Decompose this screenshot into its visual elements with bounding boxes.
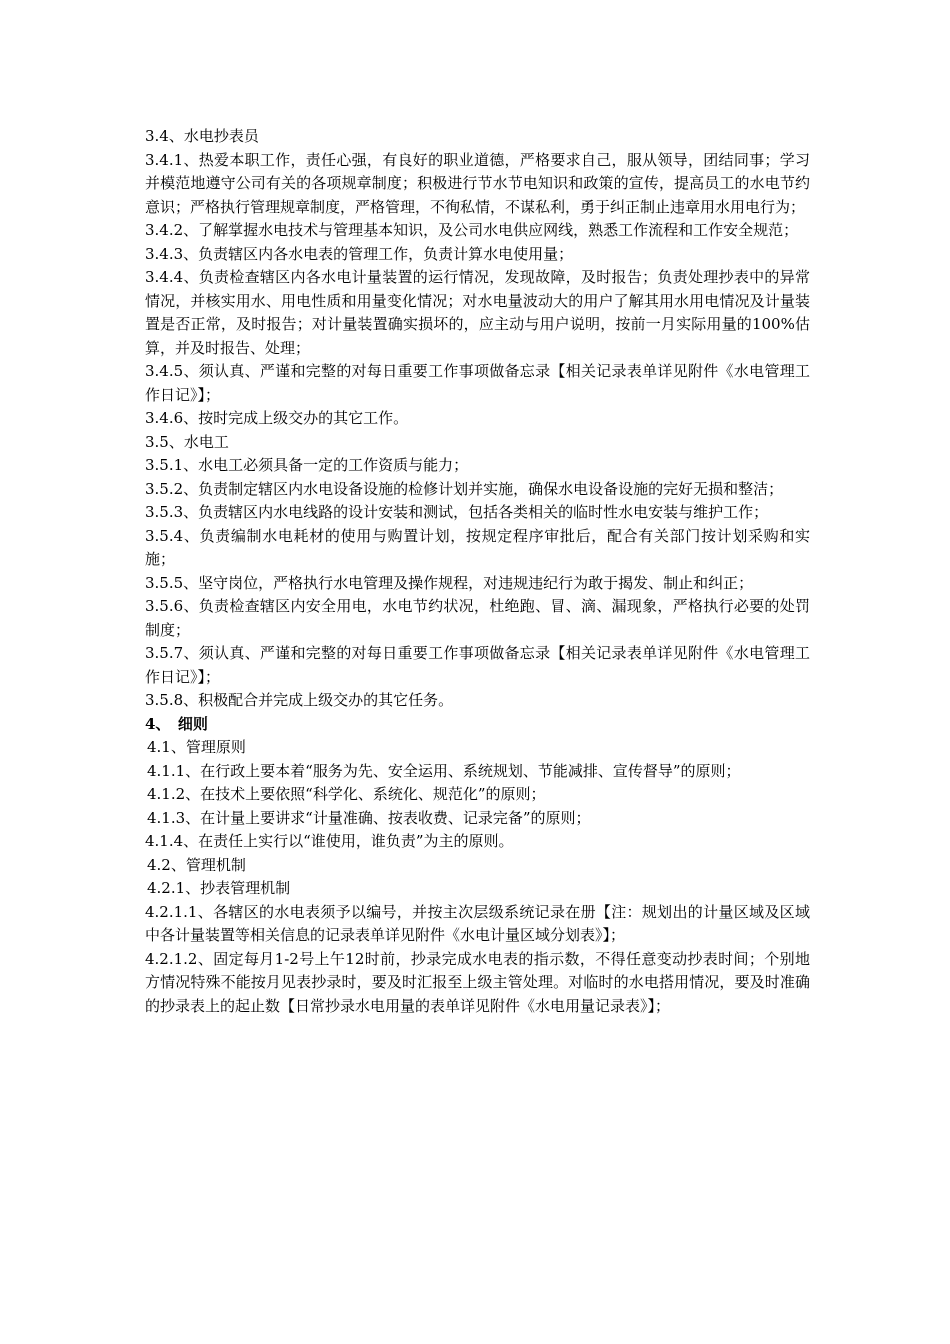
paragraph: 3.5.7、须认真、严谨和完整的对每日重要工作事项做备忘录【相关记录表单详见附件《水电管理工作日记》】； <box>145 644 810 686</box>
paragraph: 4.2.1.2、固定每月1-2号上午12时前，抄录完成水电表的指示数，不得任意变动抄表时间；个别地方情况特殊不能按月见表抄录时，要及时汇报至上级主管处理。对临时的水电搭用情况，要及时准确的抄录表上的起止数【日常抄录水电用量的表单详见附件《水电用量记录表》】； <box>145 949 810 1015</box>
document-page <box>145 125 810 1018</box>
paragraph: 3.5.8、积极配合并完成上级交办的其它任务。 <box>145 691 454 709</box>
paragraph: 3.5.5、坚守岗位，严格执行水电管理及操作规程，对违规违纪行为敢于揭发、制止和纠正； <box>145 573 754 592</box>
paragraph: 4.2.1.1、各辖区的水电表须予以编号，并按主次层级系统记录在册【注：规划出的计量区域及区域中各计量装置等相关信息的记录表单详见附件《水电计量区域分划表》】； <box>145 902 810 944</box>
subsection-heading: 4.2.1、抄表管理机制 <box>147 879 291 897</box>
paragraph: 3.5.2、负责制定辖区内水电设备设施的检修计划并实施，确保水电设备设施的完好无损和整洁； <box>145 479 784 498</box>
section-heading: 3.4、水电抄表员 <box>145 127 259 145</box>
paragraph: 3.5.1、水电工必须具备一定的工作资质与能力； <box>145 456 469 474</box>
paragraph: 3.4.2、了解掌握水电技术与管理基本知识，及公司水电供应网线，熟悉工作流程和工作安全规范； <box>145 221 799 239</box>
paragraph: 3.4.4、负责检查辖区内各水电计量装置的运行情况，发现故障，及时报告；负责处理抄表中的异常情况，并核实用水、用电性质和用量变化情况；对水电量波动大的用户了解其用水用电情况及计量装置是否正常，及时报告；对计量装置确实损坏的，应主动与用户说明，按前一月实际用量的100%估算，并及时报告、处理； <box>145 268 810 357</box>
paragraph: 3.4.3、负责辖区内各水电表的管理工作，负责计算水电使用量； <box>145 244 574 263</box>
section-heading: 3.5、水电工 <box>145 432 229 451</box>
paragraph: 3.4.5、须认真、严谨和完整的对每日重要工作事项做备忘录【相关记录表单详见附件《水电管理工作日记》】； <box>145 362 810 404</box>
paragraph: 3.4.6、按时完成上级交办的其它工作。 <box>145 409 409 427</box>
paragraph: 3.5.3、负责辖区内水电线路的设计安装和测试，包括各类相关的临时性水电安装与维护工作； <box>145 503 769 521</box>
paragraph: 4.1.3、在计量上要讲求“计量准确、按表收费、记录完备”的原则； <box>147 808 591 827</box>
section-heading: 4.1、管理原则 <box>147 738 246 756</box>
chapter-heading: 4、 细则 <box>145 714 208 733</box>
section-heading: 4.2、管理机制 <box>147 855 246 874</box>
paragraph: 3.4.1、热爱本职工作，责任心强，有良好的职业道德，严格要求自己，服从领导，团结同事；学习并模范地遵守公司有关的各项规章制度；积极进行节水节电知识和政策的宣传，提高员工的水电节约意识；严格执行管理规章制度，严格管理，不徇私情，不谋私利，勇于纠正制止违章用水用电行为； <box>145 150 810 216</box>
paragraph: 3.5.6、负责检查辖区内安全用电，水电节约状况，杜绝跑、冒、滴、漏现象，严格执行必要的处罚制度； <box>145 597 810 639</box>
paragraph: 4.1.1、在行政上要本着“服务为先、安全运用、系统规划、节能减排、宣传督导”的原则； <box>147 761 741 780</box>
paragraph: 4.1.4、在责任上实行以“谁使用，谁负责”为主的原则。 <box>145 832 514 850</box>
paragraph: 3.5.4、负责编制水电耗材的使用与购置计划，按规定程序审批后，配合有关部门按计划采购和实施； <box>145 526 810 568</box>
paragraph: 4.1.2、在技术上要依照“科学化、系统化、规范化”的原则； <box>147 785 546 803</box>
